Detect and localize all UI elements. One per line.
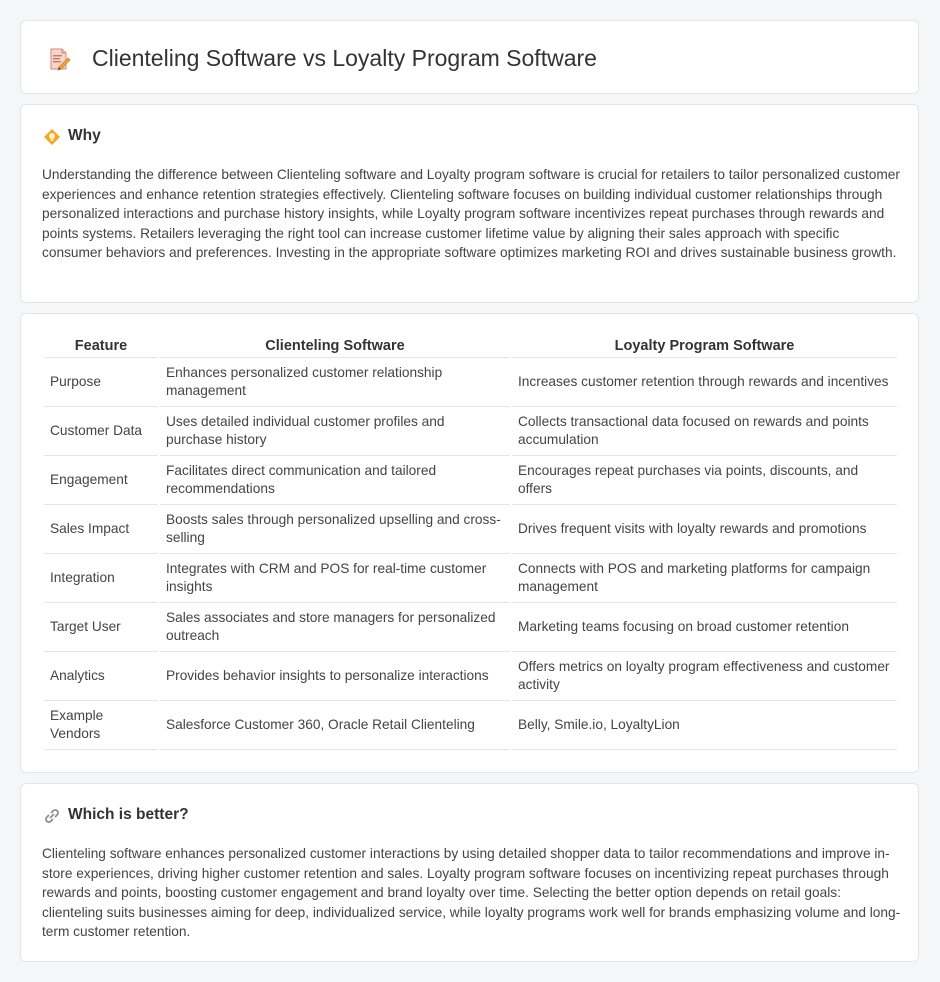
feature-cell: Integration bbox=[44, 554, 158, 603]
document-pencil-icon bbox=[47, 47, 71, 71]
why-text: Understanding the difference between Clienteling software and Loyalty program software is crucial for retailers to tailor personalized customer experiences and enhance retention strategies effectively. Clienteling software focuses on building individual customer relationships through personalized interactions and purchase history insights, while Loyalty program software incentivizes repeat purchases through rewards and points systems. Retailers leveraging the right tool can increase customer lifetime value by aligning their sales approach with specific consumer behaviors and preferences. Investing in the appropriate software optimizes marketing ROI and drives sustainable business growth. bbox=[42, 167, 900, 260]
which-is-better-heading: Which is better? bbox=[68, 806, 189, 823]
clienteling-cell: Salesforce Customer 360, Oracle Retail Clienteling bbox=[160, 701, 510, 750]
feature-cell: Engagement bbox=[44, 456, 158, 505]
table-row bbox=[44, 603, 897, 652]
loyalty-cell: Collects transactional data focused on rewards and points accumulation bbox=[512, 407, 897, 456]
column-header-clienteling: Clienteling Software bbox=[160, 334, 510, 358]
loyalty-cell: Marketing teams focusing on broad customer retention bbox=[512, 603, 897, 652]
why-section bbox=[20, 104, 919, 303]
comparison-table bbox=[42, 334, 899, 750]
which-is-better-text: Clienteling software enhances personalized customer interactions by using detailed shopper data to tailor recommendations and improve in-store experiences, driving higher customer retention and sales. Loyalty program software focuses on incentivizing repeat purchases through rewards and points, boosting customer engagement and brand loyalty over time. Selecting the better option depends on retail goals: clienteling suits businesses aiming for deep, individualized service, while loyalty programs work well for brands emphasizing volume and long-term customer retention. bbox=[42, 846, 901, 939]
which-is-better-section bbox=[20, 783, 919, 962]
feature-cell: Target User bbox=[44, 603, 158, 652]
title-card bbox=[20, 20, 919, 94]
feature-cell: Analytics bbox=[44, 652, 158, 701]
column-header-feature: Feature bbox=[44, 334, 158, 358]
table-row bbox=[44, 456, 897, 505]
table-row bbox=[44, 554, 897, 603]
clienteling-cell: Enhances personalized customer relationship management bbox=[160, 358, 510, 407]
feature-cell: Purpose bbox=[44, 358, 158, 407]
clienteling-cell: Uses detailed individual customer profiles and purchase history bbox=[160, 407, 510, 456]
loyalty-cell: Belly, Smile.io, LoyaltyLion bbox=[512, 701, 897, 750]
loyalty-cell: Connects with POS and marketing platforms for campaign management bbox=[512, 554, 897, 603]
table-row bbox=[44, 505, 897, 554]
loyalty-cell: Offers metrics on loyalty program effectiveness and customer activity bbox=[512, 652, 897, 701]
clienteling-cell: Provides behavior insights to personalize interactions bbox=[160, 652, 510, 701]
feature-cell: Example Vendors bbox=[44, 701, 158, 750]
table-row bbox=[44, 407, 897, 456]
page-title: Clienteling Software vs Loyalty Program Software bbox=[92, 45, 597, 71]
clienteling-cell: Facilitates direct communication and tailored recommendations bbox=[160, 456, 510, 505]
feature-cell: Customer Data bbox=[44, 407, 158, 456]
table-row bbox=[44, 701, 897, 750]
feature-cell: Sales Impact bbox=[44, 505, 158, 554]
clienteling-cell: Boosts sales through personalized upselling and cross-selling bbox=[160, 505, 510, 554]
link-icon bbox=[43, 807, 61, 825]
table-row bbox=[44, 652, 897, 701]
loyalty-cell: Encourages repeat purchases via points, discounts, and offers bbox=[512, 456, 897, 505]
column-header-loyalty: Loyalty Program Software bbox=[512, 334, 897, 358]
why-heading: Why bbox=[68, 127, 101, 144]
comparison-section bbox=[20, 313, 919, 773]
table-header-row bbox=[44, 334, 897, 358]
loyalty-cell: Drives frequent visits with loyalty rewards and promotions bbox=[512, 505, 897, 554]
lightbulb-icon bbox=[43, 128, 61, 146]
table-row bbox=[44, 358, 897, 407]
clienteling-cell: Sales associates and store managers for personalized outreach bbox=[160, 603, 510, 652]
clienteling-cell: Integrates with CRM and POS for real-time customer insights bbox=[160, 554, 510, 603]
loyalty-cell: Increases customer retention through rewards and incentives bbox=[512, 358, 897, 407]
